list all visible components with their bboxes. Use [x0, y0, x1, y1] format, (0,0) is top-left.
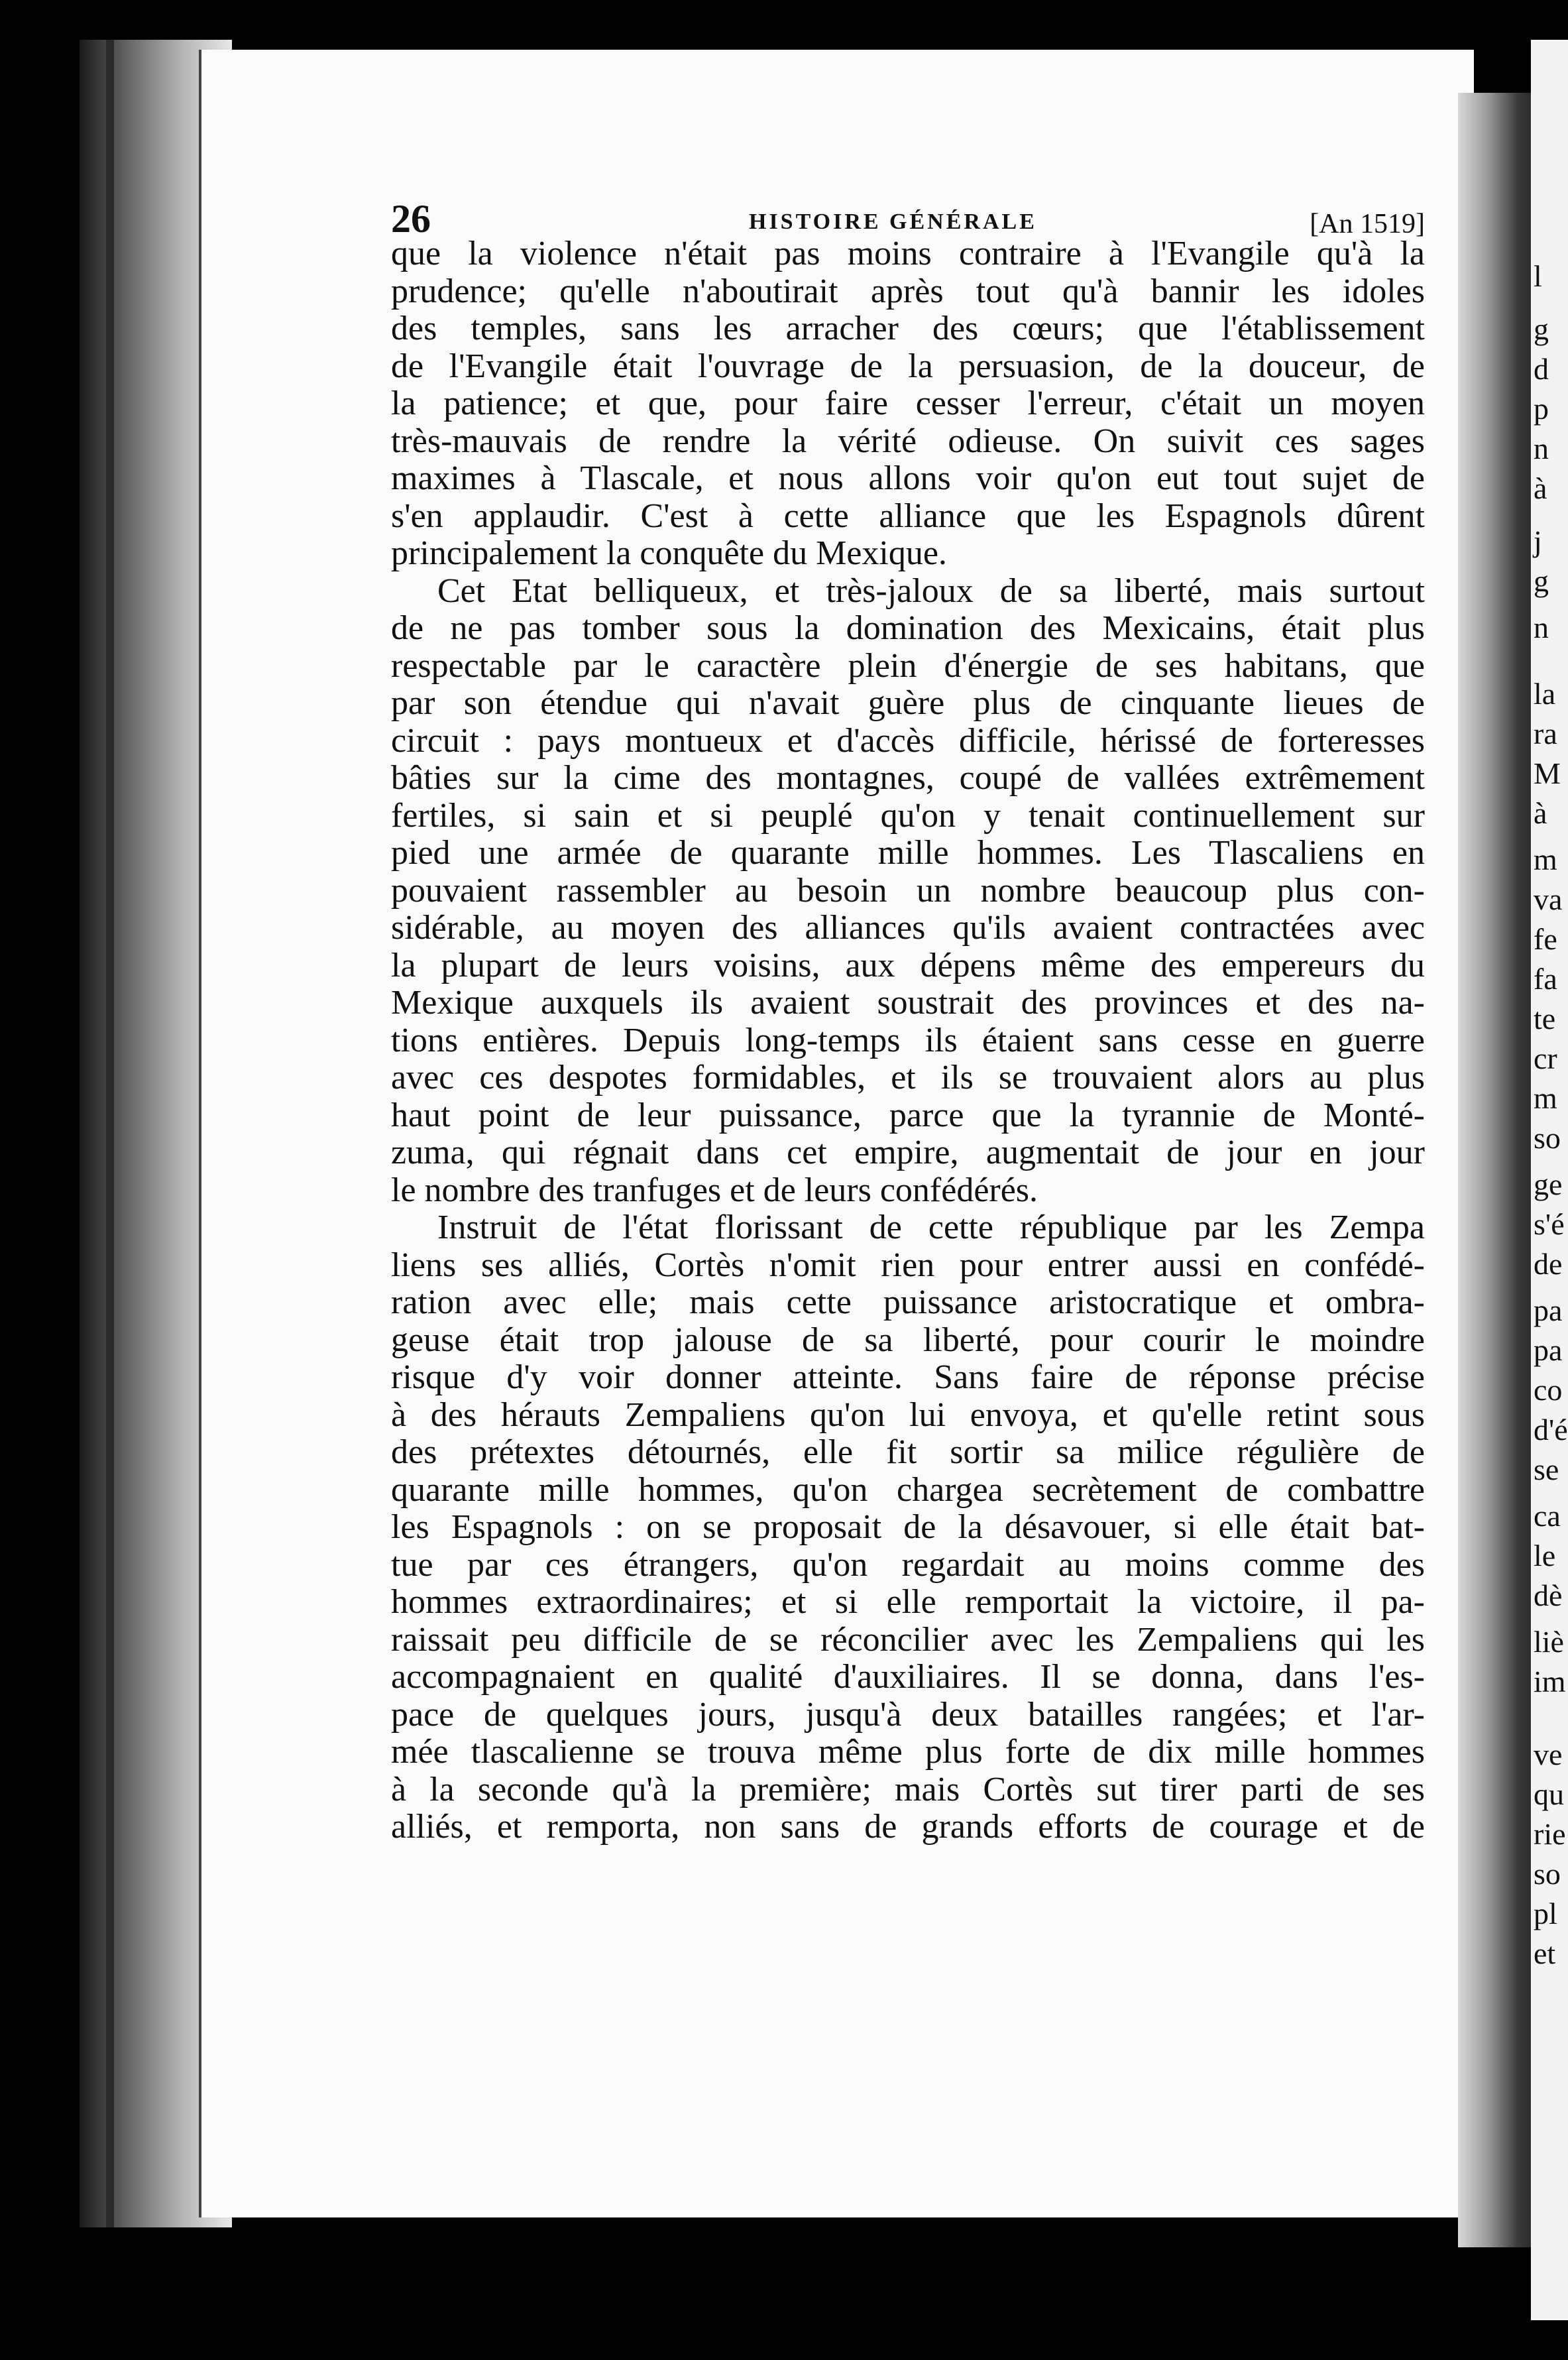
facing-page-fragment: se: [1534, 1452, 1559, 1486]
text-line: sidérable, au moyen des alliances qu'ils avaient contractées avec: [391, 910, 1425, 947]
text-line: de ne pas tomber sous la domination des Mexicains, était plus: [391, 610, 1425, 647]
facing-page-fragment: g: [1534, 564, 1549, 598]
text-line: liens ses alliés, Cortès n'omit rien pour entrer aussi en confédé-: [391, 1246, 1425, 1284]
facing-page-fragment: à: [1534, 471, 1547, 505]
facing-page-fragment: n: [1534, 611, 1549, 644]
text-line: circuit : pays montueux et d'accès difficile, hérissé de forteresses: [391, 722, 1425, 760]
facing-page-fragment: pa: [1534, 1293, 1563, 1327]
text-line: des temples, sans les arracher des cœurs; que l'établissement: [391, 310, 1425, 347]
facing-page-fragment: liè: [1534, 1625, 1564, 1659]
text-line: tions entières. Depuis long-temps ils étaient sans cesse en guerre: [391, 1022, 1425, 1059]
text-line: prudence; qu'elle n'aboutirait après tout qu'à bannir les idoles: [391, 272, 1425, 310]
page-number: 26: [391, 197, 431, 241]
facing-page-fragment: ra: [1534, 717, 1557, 750]
facing-page-fragment: g: [1534, 312, 1549, 346]
facing-page-fragment: M: [1534, 756, 1561, 790]
text-line: avec ces despotes formidables, et ils se trouvaient alors au plus: [391, 1059, 1425, 1096]
text-line: accompagnaient en qualité d'auxiliaires. Il se donna, dans l'es-: [391, 1659, 1425, 1696]
text-line: pace de quelques jours, jusqu'à deux batailles rangées; et l'ar-: [391, 1696, 1425, 1734]
text-line: des prétextes détournés, elle fit sortir sa milice régulière de: [391, 1434, 1425, 1471]
facing-page-fragment: d'é: [1534, 1413, 1568, 1446]
text-line: Instruit de l'état florissant de cette république par les Zempa: [437, 1209, 1425, 1246]
facing-page-fragment: l: [1534, 259, 1542, 293]
text-line: la plupart de leurs voisins, aux dépens même des empereurs du: [391, 947, 1425, 984]
text-line: pouvaient rassembler au besoin un nombre beaucoup plus con-: [391, 872, 1425, 910]
facing-page-fragment: n: [1534, 432, 1549, 465]
text-line: s'en applaudir. C'est à cette alliance que les Espagnols dûrent: [391, 497, 1425, 535]
running-title: HISTOIRE GÉNÉRALE: [749, 209, 1037, 234]
facing-page-fragment: et: [1534, 1936, 1556, 1970]
text-line: quarante mille hommes, qu'on chargea secrètement de combattre: [391, 1471, 1425, 1509]
text-line: principalement la conquête du Mexique.: [391, 535, 947, 572]
text-line: geuse était trop jalouse de sa liberté, pour courir le moindre: [391, 1321, 1425, 1359]
facing-page-fragment: p: [1534, 392, 1549, 426]
text-line: hommes extraordinaires; et si elle remportait la victoire, il pa-: [391, 1584, 1425, 1621]
body-text: [391, 235, 1425, 1846]
facing-page-edge: [1531, 40, 1568, 2320]
text-line: le nombre des tranfuges et de leurs confédérés.: [391, 1171, 1038, 1209]
text-line: Mexique auxquels ils avaient soustrait des provinces et des na-: [391, 984, 1425, 1022]
text-line: raissait peu difficile de se réconcilier avec les Zempaliens qui les: [391, 1621, 1425, 1659]
facing-page-fragment: te: [1534, 1002, 1556, 1035]
facing-page-fragment: m: [1534, 843, 1557, 876]
facing-page-fragment: fa: [1534, 962, 1557, 996]
facing-page-fragment: d: [1534, 352, 1549, 386]
facing-page-fragment: la: [1534, 677, 1556, 711]
text-line: tue par ces étrangers, qu'on regardait au moins comme des: [391, 1546, 1425, 1584]
text-line: ration avec elle; mais cette puissance aristocratique et ombra-: [391, 1284, 1425, 1321]
text-line: alliés, et remporta, non sans de grands efforts de courage et de: [391, 1808, 1425, 1846]
facing-page-fragment: so: [1534, 1857, 1561, 1891]
text-line: que la violence n'était pas moins contraire à l'Evangile qu'à la: [391, 235, 1425, 272]
text-line: les Espagnols : on se proposait de la désavouer, si elle était bat-: [391, 1509, 1425, 1546]
facing-page-fragment: va: [1534, 882, 1563, 916]
text-line: haut point de leur puissance, parce que la tyrannie de Monté-: [391, 1096, 1425, 1134]
text-line: zuma, qui régnait dans cet empire, augmentait de jour en jour: [391, 1134, 1425, 1171]
facing-page-fragment: de: [1534, 1247, 1563, 1281]
facing-page-fragment: qu: [1534, 1777, 1564, 1811]
facing-page-fragment: dè: [1534, 1578, 1563, 1612]
text-line: bâties sur la cime des montagnes, coupé de vallées extrêmement: [391, 760, 1425, 797]
text-line: risque d'y voir donner atteinte. Sans faire de réponse précise: [391, 1359, 1425, 1396]
text-line: fertiles, si sain et si peuplé qu'on y tenait continuellement sur: [391, 797, 1425, 835]
facing-page-fragment: ge: [1534, 1167, 1563, 1201]
text-line: respectable par le caractère plein d'énergie de ses habitans, que: [391, 647, 1425, 685]
text-line: mée tlascalienne se trouva même plus forte de dix mille hommes: [391, 1734, 1425, 1771]
text-line: la patience; et que, pour faire cesser l'erreur, c'était un moyen: [391, 385, 1425, 422]
facing-page-fragment: m: [1534, 1081, 1557, 1115]
text-line: très-mauvais de rendre la vérité odieuse. On suivit ces sages: [391, 422, 1425, 460]
facing-page-fragment: s'é: [1534, 1207, 1565, 1241]
facing-page-fragment: j: [1534, 524, 1542, 558]
text-line: maximes à Tlascale, et nous allons voir qu'on eut tout sujet de: [391, 460, 1425, 497]
facing-page-fragment: le: [1534, 1539, 1556, 1572]
facing-page-fragment: im: [1534, 1665, 1566, 1698]
facing-page-fragment: pl: [1534, 1897, 1557, 1930]
facing-page-fragment: cr: [1534, 1041, 1557, 1075]
facing-page-fragment: ca: [1534, 1499, 1561, 1533]
facing-page-fragment: pa: [1534, 1333, 1563, 1367]
facing-page-fragment: so: [1534, 1121, 1561, 1155]
text-line: à la seconde qu'à la première; mais Cortès sut tirer parti de ses: [391, 1771, 1425, 1808]
facing-page-fragment: rie: [1534, 1817, 1566, 1851]
facing-page-fragment: co: [1534, 1373, 1563, 1407]
facing-page-fragment: à: [1534, 796, 1547, 830]
text-line: par son étendue qui n'avait guère plus de cinquante lieues de: [391, 685, 1425, 722]
text-line: Cet Etat belliqueux, et très-jaloux de sa liberté, mais surtout: [437, 572, 1425, 610]
text-line: à des hérauts Zempaliens qu'on lui envoya, et qu'elle retint sous: [391, 1396, 1425, 1434]
facing-page-fragment: ve: [1534, 1738, 1563, 1771]
running-year: [An 1519]: [1310, 209, 1425, 239]
text-line: pied une armée de quarante mille hommes. Les Tlascaliens en: [391, 835, 1425, 872]
facing-page-fragment: fe: [1534, 922, 1557, 956]
text-line: de l'Evangile était l'ouvrage de la persuasion, de la douceur, de: [391, 347, 1425, 385]
